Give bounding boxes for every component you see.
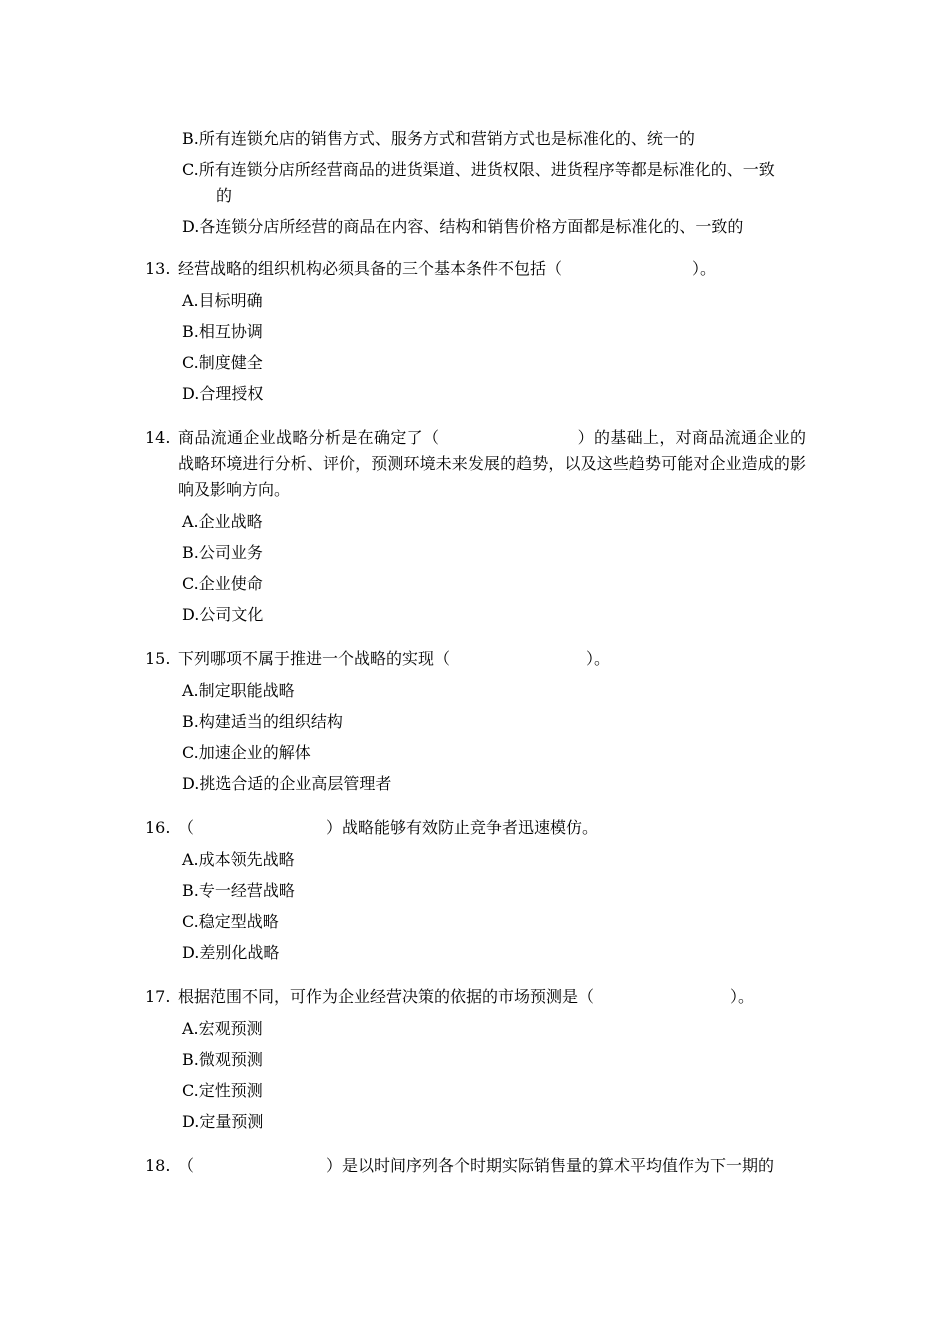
option-a: A.宏观预测: [182, 1019, 263, 1038]
option-b: B.相互协调: [182, 322, 263, 341]
question-13-options: [0, 285, 950, 409]
question-number: 13.: [145, 259, 171, 278]
question-18: [0, 1153, 806, 1179]
question-15: [0, 646, 806, 672]
option-12-b: B.所有连锁允店的销售方式、服务方式和营销方式也是标准化的、统一的: [182, 129, 695, 148]
option-a: A.制定职能战略: [182, 681, 295, 700]
option-d: D.公司文化: [182, 605, 264, 624]
question-text-before: （: [178, 1156, 195, 1175]
option-12-c-line1: C.所有连锁分店所经营商品的进货渠道、进货权限、进货程序等都是标准化的、一致: [182, 160, 775, 179]
question-number: 16.: [145, 818, 171, 837]
option-c: C.制度健全: [182, 353, 263, 372]
option-b: B.专一经营战略: [182, 881, 295, 900]
option-b: B.构建适当的组织结构: [182, 712, 343, 731]
question-text-after: ）是以时间序列各个时期实际销售量的算术平均值作为下一期的: [326, 1156, 775, 1175]
question-number: 14.: [145, 428, 171, 447]
question-17-options: [0, 1013, 950, 1137]
question-16-options: [0, 844, 950, 968]
question-number: 18.: [145, 1156, 171, 1175]
question-text-after: ）。: [586, 649, 611, 668]
question-text-after: ）战略能够有效防止竞争者迅速模仿。: [326, 818, 599, 837]
question-text: [178, 425, 806, 503]
option-d: D.挑选合适的企业高层管理者: [182, 774, 392, 793]
option-d: D.合理授权: [182, 384, 264, 403]
question-text: [178, 815, 806, 841]
question-number: 15.: [145, 649, 171, 668]
option-12-d: D.各连锁分店所经营的商品在内容、结构和销售价格方面都是标准化的、一致的: [182, 217, 744, 236]
option-d: D.差别化战略: [182, 943, 280, 962]
option-b: B.微观预测: [182, 1050, 263, 1069]
question-text-after: ）。: [730, 987, 755, 1006]
carryover-options: [0, 123, 950, 242]
question-text-before: 经营战略的组织机构必须具备的三个基本条件不包括（: [178, 259, 563, 278]
document-content: [0, 123, 950, 1179]
question-13: [0, 256, 806, 282]
question-text-before: 根据范围不同，可作为企业经营决策的依据的市场预测是（: [178, 987, 595, 1006]
question-16: [0, 815, 806, 841]
question-14: [0, 425, 806, 503]
question-text-after: ）。: [692, 259, 717, 278]
option-a: A.企业战略: [182, 512, 263, 531]
option-c: C.企业使命: [182, 574, 263, 593]
question-number: 17.: [145, 987, 171, 1006]
option-a: A.目标明确: [182, 291, 263, 310]
option-c: C.定性预测: [182, 1081, 263, 1100]
question-text-after: ）的基础上，对商品流通企业的战略环境进行分析、评价，预测环境未来发展的趋势，以及这些趋势可能对企业造成的影响及影响方向。: [178, 428, 806, 499]
option-c: C.加速企业的解体: [182, 743, 311, 762]
option-12-c-line2: 的: [216, 186, 233, 205]
option-d: D.定量预测: [182, 1112, 264, 1131]
question-text: [178, 646, 806, 672]
question-text: [178, 984, 806, 1010]
question-text-before: （: [178, 818, 195, 837]
option-c: C.稳定型战略: [182, 912, 279, 931]
option-a: A.成本领先战略: [182, 850, 295, 869]
question-text: [178, 1153, 806, 1179]
option-b: B.公司业务: [182, 543, 263, 562]
option-12-c: [182, 154, 806, 211]
question-17: [0, 984, 806, 1010]
question-14-options: [0, 506, 950, 630]
question-text-before: 商品流通企业战略分析是在确定了（: [178, 428, 440, 447]
question-15-options: [0, 675, 950, 799]
question-text-before: 下列哪项不属于推进一个战略的实现（: [178, 649, 451, 668]
question-text: [178, 256, 806, 282]
